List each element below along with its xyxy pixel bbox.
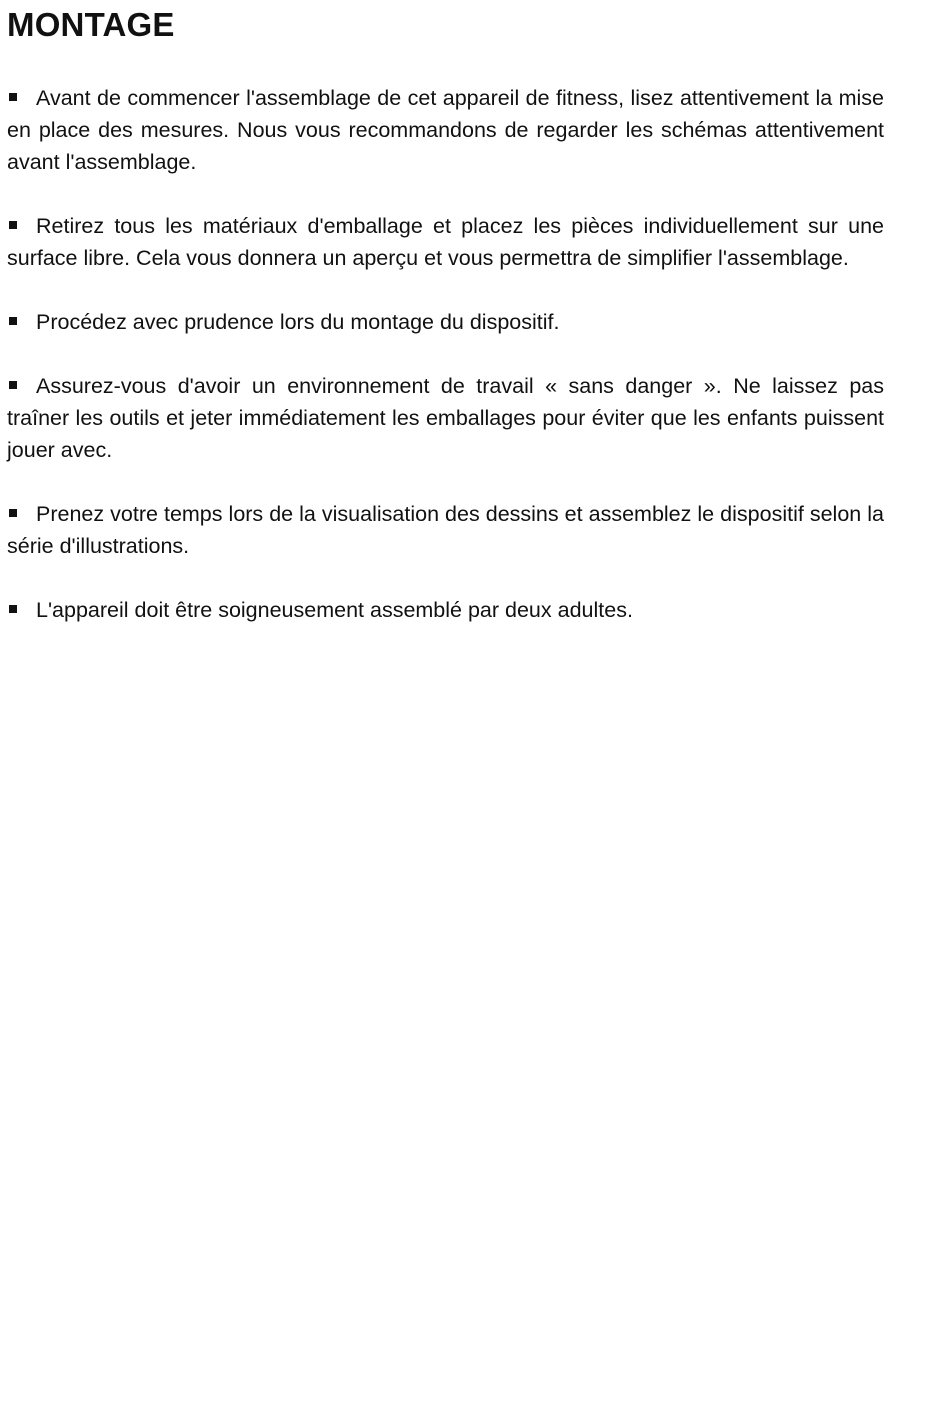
list-item-text: Retirez tous les matériaux d'emballage et placez les pièces individuellement sur une surface libre. Cela vous donnera un aperçu et vous permettra de simplifier l'assemblage. [7, 214, 884, 270]
page-title: MONTAGE [7, 6, 175, 43]
square-bullet-icon [9, 605, 17, 613]
list-item-text: Prenez votre temps lors de la visualisation des dessins et assemblez le dispositif selon la série d'illustrations. [7, 502, 884, 558]
square-bullet-icon [9, 381, 17, 389]
list-item [7, 498, 884, 562]
square-bullet-icon [9, 317, 17, 325]
list-item [7, 370, 884, 466]
square-bullet-icon [9, 93, 17, 101]
list-item-text: Procédez avec prudence lors du montage du dispositif. [36, 310, 560, 334]
list-item [7, 594, 884, 626]
square-bullet-icon [9, 509, 17, 517]
list-item [7, 210, 884, 274]
list-item-text: Assurez-vous d'avoir un environnement de travail « sans danger ». Ne laissez pas traîner les outils et jeter immédiatement les emballages pour éviter que les enfants puissent jouer avec. [7, 374, 884, 462]
list-item [7, 82, 884, 178]
list-item [7, 306, 884, 338]
instruction-list [7, 82, 884, 626]
list-item-text: L'appareil doit être soigneusement assemblé par deux adultes. [36, 598, 633, 622]
list-item-text: Avant de commencer l'assemblage de cet appareil de fitness, lisez attentivement la mise en place des mesures. Nous vous recommandons de regarder les schémas attentivement avant l'assemblage. [7, 86, 884, 174]
square-bullet-icon [9, 221, 17, 229]
